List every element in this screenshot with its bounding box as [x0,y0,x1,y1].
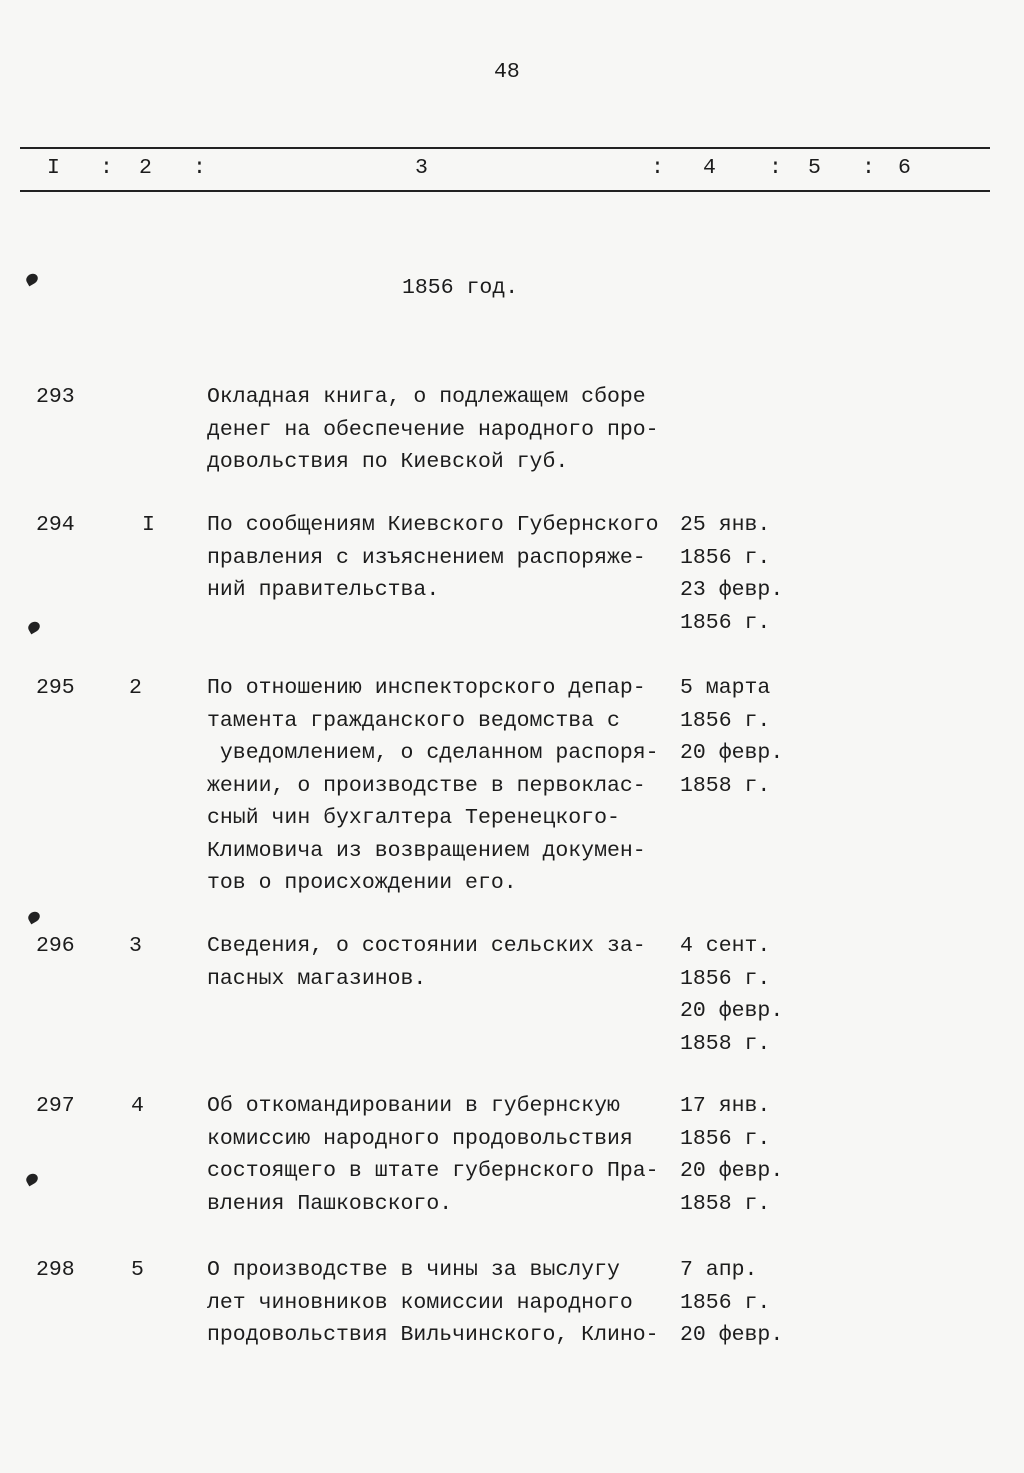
description-line: вления Пашковского. [207,1191,453,1216]
date-line: 20 февр. [680,1159,784,1183]
entry-description [207,1090,659,1220]
date-line: 1858 г. [680,773,771,798]
description-line: тов о происхождении его. [207,871,517,895]
entry-dates [680,509,783,639]
description-line: довольствия по Киевской губ. [207,450,569,474]
date-line: 1856 г. [680,708,771,733]
date-line: 17 янв. [680,1094,771,1118]
description-line: лет чиновников комиссии народного [207,1290,633,1315]
entry-number: 298 [36,1258,75,1282]
page-number: 48 [494,60,520,84]
description-line: Окладная книга, о подлежащем сборе [207,385,646,409]
entry-number: 295 [36,676,75,700]
entry-sub-number: 5 [131,1258,144,1282]
description-line: уведомлением, о сделанном распоря- [207,741,659,765]
description-line: правления с изъяснением распоряже- [207,545,646,570]
description-line: По отношению инспекторского депар- [207,676,646,700]
entry-description [207,930,646,995]
column-separator: : [100,156,113,180]
entry-sub-number: 3 [129,934,142,958]
description-line: О производстве в чины за выслугу [207,1258,620,1282]
description-line: тамента гражданского ведомства с [207,708,620,733]
entry-dates [680,1090,783,1220]
column-header: I [47,156,60,180]
column-header: 6 [898,156,911,180]
entry-sub-number: I [142,513,155,537]
entry-dates [680,672,783,802]
column-separator: : [862,156,875,180]
date-line: 20 февр. [680,741,784,765]
date-line: 5 марта [680,676,771,700]
column-header: 2 [139,156,152,180]
header-bottom-rule [20,190,990,192]
entry-number: 293 [36,385,75,409]
entry-description [207,509,659,607]
column-separator: : [193,156,206,180]
column-header: 3 [415,156,428,180]
entry-number: 294 [36,513,75,537]
date-line: 1856 г. [680,1290,771,1315]
description-line: комиссию народного продовольствия [207,1126,633,1151]
date-line: 1856 г. [680,545,771,570]
date-line: 1856 г. [680,1126,771,1151]
description-line: По сообщениям Киевского Губернского [207,513,659,537]
description-line: Сведения, о состоянии сельских за- [207,934,646,958]
entry-sub-number: 4 [131,1094,144,1118]
entry-dates [680,1254,783,1352]
entry-number: 297 [36,1094,75,1118]
entry-dates [680,930,783,1060]
column-header: 5 [808,156,821,180]
date-line: 23 февр. [680,578,784,602]
entry-number: 296 [36,934,75,958]
date-line: 7 апр. [680,1258,758,1282]
column-header: 4 [703,156,716,180]
description-line: продовольствия Вильчинского, Клино- [207,1323,659,1347]
header-top-rule [20,147,990,149]
date-line: 1858 г. [680,1031,771,1056]
punch-hole-mark-icon [26,620,41,635]
date-line: 1856 г. [680,610,771,635]
date-line: 25 янв. [680,513,771,537]
entry-description [207,1254,659,1352]
section-title: 1856 год. [402,276,519,300]
date-line: 20 февр. [680,999,784,1023]
punch-hole-mark-icon [24,272,39,287]
description-line: Об откомандировании в губернскую [207,1094,620,1118]
description-line: ний правительства. [207,578,440,602]
date-line: 1856 г. [680,966,771,991]
description-line: пасных магазинов. [207,966,427,991]
entry-description [207,672,659,900]
entry-description [207,381,659,479]
description-line: состоящего в штате губернского Пра- [207,1159,659,1183]
punch-hole-mark-icon [24,1172,39,1187]
entry-sub-number: 2 [129,676,142,700]
description-line: сный чин бухгалтера Теренецкого- [207,806,620,830]
punch-hole-mark-icon [26,910,41,925]
column-separator: : [651,156,664,180]
date-line: 1858 г. [680,1191,771,1216]
date-line: 4 сент. [680,934,771,958]
date-line: 20 февр. [680,1323,784,1347]
description-line: денег на обеспечение народного про- [207,417,659,442]
description-line: Климовича из возвращением докумен- [207,838,646,863]
column-separator: : [769,156,782,180]
description-line: жении, о производстве в первоклас- [207,773,646,798]
